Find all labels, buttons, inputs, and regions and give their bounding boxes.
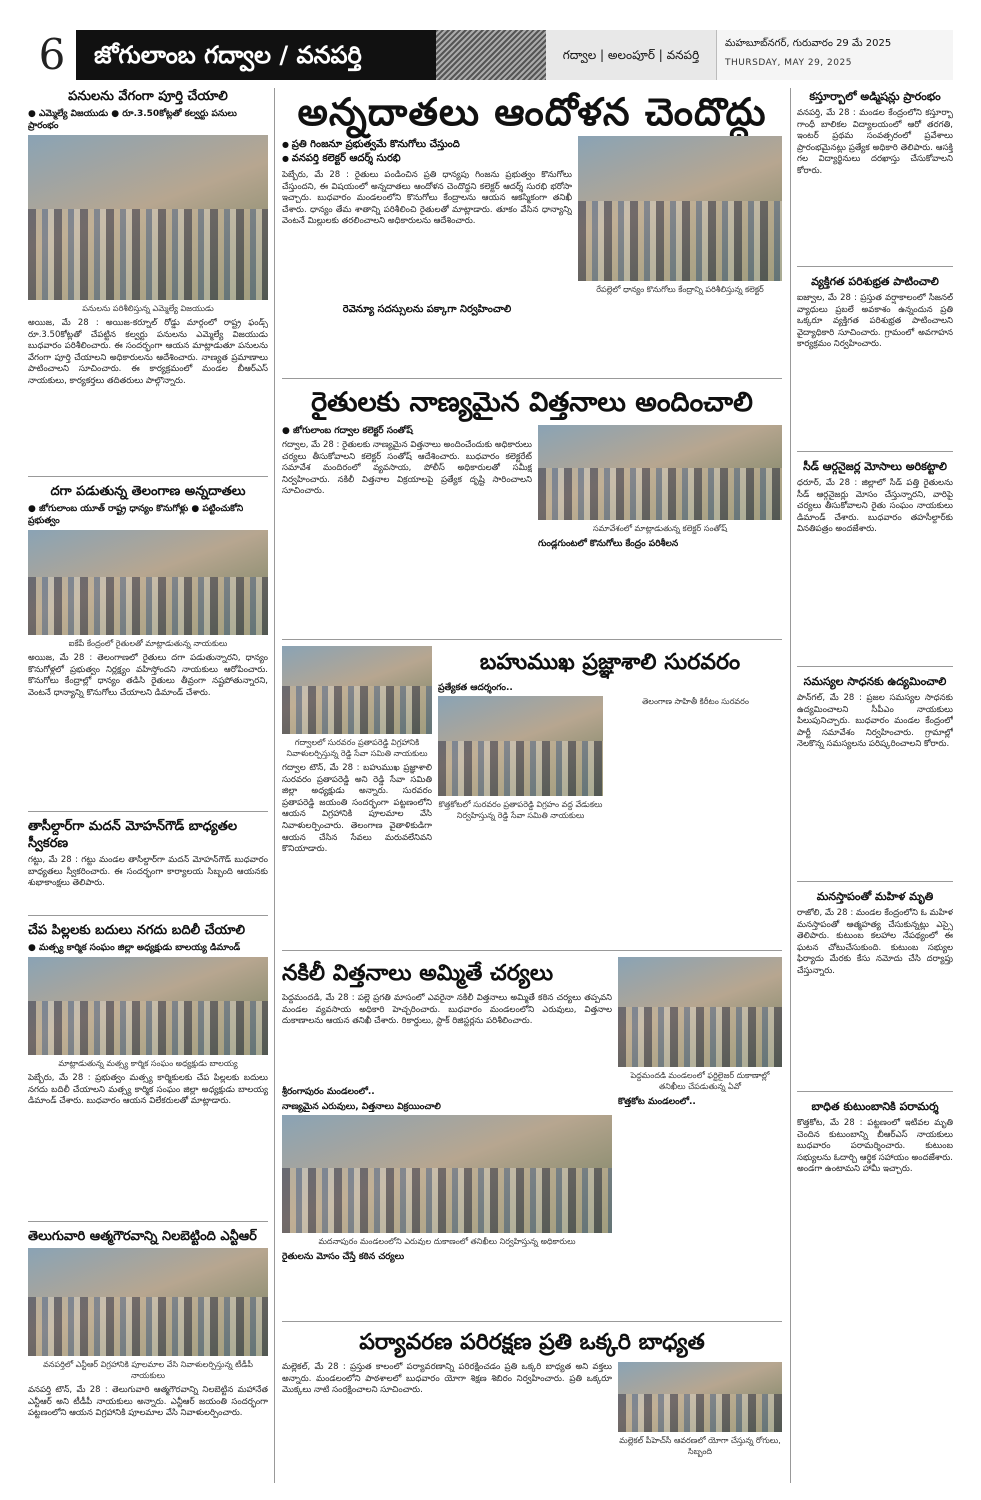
seeds-story (282, 425, 782, 635)
story-kicker: రైతులను మోసం చేస్తే కఠిన చర్యలు (282, 1252, 405, 1262)
story-body: ఐజ్వాల, మే 28 : ప్రస్తుత వర్షాకాలంలో సీజనల్ వ్యాధులు ప్రబలే అవకాశం ఉన్నందున ప్రతి ఒక్కరూ వ్యక్తిగత పరిశుభ్రత పాటించాలని వైద్యాధికారి సూచించారు. గ్రామంలో అవగాహన కార్యక్రమం నిర్వహించారు. (797, 293, 953, 350)
story-tahsildar (28, 818, 268, 907)
photo-caption: మదనాపురం మండలంలోని ఎరువుల దుకాణంలో తనిఖీలు నిర్వహిస్తున్న అధికారులు (318, 1237, 576, 1246)
seeds-headline: రైతులకు నాణ్యమైన విత్తనాలు అందించాలి (311, 387, 753, 418)
story-body: పెద్దమందడి, మే 28 : పల్లె ప్రగతి మాసంలో ఎవరైనా నకిలీ విత్తనాలు అమ్మితే కఠిన చర్యలు తప్పవని మండల వ్యవసాయ అధికారి హెచ్చరించారు. బుధవారం మండలంలోని ఎరువులు, విత్తనాల దుకాణాలను ఆయన తనిఖీ చేశారు. రికార్డులు, స్టాక్ రిజిస్టర్లను పరిశీలించారు. (282, 993, 612, 1027)
lead-story (282, 136, 782, 374)
story-family-visit (797, 1098, 953, 1278)
photo-caption: పనులను పరిశీలిస్తున్న ఎమ్మెల్యే విజయుడు (82, 304, 214, 313)
divider (797, 881, 953, 882)
environment-story (282, 1362, 782, 1472)
story-subhead: ● జోగులాంబ గద్వాల కలెక్టర్ సంతోష్ (282, 426, 413, 436)
story-headline: దగా పడుతున్న తెలంగాణ అన్నదాతలు (50, 484, 246, 499)
story-headline: మనస్తాపంతో మహిళ మృతి (816, 890, 934, 903)
divider (28, 811, 268, 812)
fake-seeds-headline: నకిలీ విత్తనాలు అమ్మితే చర్యలు (282, 961, 554, 986)
divider (797, 666, 953, 667)
lead-body: పెబ్బేరు, మే 28 : రైతులు పండించిన ప్రతి ధాన్యపు గింజను ప్రభుత్వం కొనుగోలు చేస్తుందని, ఈ విషయంలో అన్నదాతలు ఆందోళన చెందొద్దని కలెక్టర్ ఆదర్శ్ సురభి భరోసా ఇచ్చారు. బుధవారం మండలంలోని కొనుగోలు కేంద్రాలను ఆయన ఆకస్మికంగా తనిఖీ చేశారు. ధాన్యం తేమ శాతాన్ని పరిశీలించి రైతులతో మాట్లాడారు. తూకం వేసిన ధాన్యాన్ని వెంటనే మిల్లులకు తరలించాలని అధికారులను ఆదేశించారు. (282, 170, 572, 227)
story-photo (618, 1362, 782, 1432)
story-body: గద్వాల, మే 28 : రైతులకు నాణ్యమైన విత్తనాలు అందించేందుకు అధికారులు చర్యలు తీసుకోవాలని కలెక్టర్ సంతోష్ ఆదేశించారు. బుధవారం కలెక్టరేట్ సమావేశ మందిరంలో వ్యవసాయ, పోలీస్ అధికారులతో సమీక్ష నిర్వహించారు. నకిలీ విత్తనాల విక్రయాలపై ప్రత్యేక దృష్టి సారించాలని సూచించారు. (282, 440, 532, 497)
masthead-hatch-pattern (436, 30, 546, 80)
divider (282, 378, 782, 379)
story-hygiene (797, 273, 953, 443)
story-photo (282, 646, 432, 734)
district-list: గద్వాల | అలంపూర్ | వనపర్తి (546, 30, 716, 80)
photo-caption: రేపల్లెలో ధాన్యం కొనుగోలు కేంద్రాన్ని పరిశీలిస్తున్న కలెక్టర్ (596, 285, 764, 294)
suravaram-story (282, 646, 782, 946)
lead-headline: అన్నదాతలు ఆందోళన చెందొద్దు (297, 90, 767, 134)
story-body: పాన్‌గల్, మే 28 : ప్రజల సమస్యల సాధనకు ఉద్యమించాలని సీపీఎం నాయకులు పిలుపునిచ్చారు. బుధవారం మండల కేంద్రంలో పార్టీ సమావేశం నిర్వహించారు. గ్రామాల్లో నెలకొన్న సమస్యలను పరిష్కరించాలని కోరారు. (797, 693, 953, 750)
story-body: వనపర్తి టౌన్, మే 28 : తెలుగువారి ఆత్మగౌరవాన్ని నిలబెట్టిన మహానేత ఎన్టీఆర్ అని టీడీపీ నాయకులు అన్నారు. ఎన్టీఆర్ జయంతి సందర్భంగా పట్టణంలోని ఆయన విగ్రహానికి పూలమాల వేసి నివాళులర్పించారు. (28, 1385, 268, 1419)
suravaram-headline: బహుముఖ ప్రజ్ఞాశాలి సురవరం (479, 650, 741, 675)
masthead (28, 30, 953, 80)
photo-caption: పెద్దమందడి మండలంలో ఫర్టిలైజర్ దుకాణాల్లో తనిఖీలు చేపడుతున్న ఏవో (630, 1071, 770, 1091)
photo-caption: మాట్లాడుతున్న మత్స్య కార్మిక సంఘం అధ్యక్షుడు బాలయ్య (58, 1059, 238, 1068)
story-culvert-works (28, 88, 268, 468)
page-number: 6 (38, 30, 66, 79)
date-telugu: మహబూబ్‌నగర్, గురువారం 29 మే 2025 (725, 38, 892, 49)
story-kasturba (797, 88, 953, 258)
story-headline: తెలుగువారి ఆత్మగౌరవాన్ని నిలబెట్టింది ఎన్టీఆర్ (28, 1229, 257, 1244)
story-ntr-jayanthi (28, 1228, 268, 1483)
main-column (282, 88, 782, 1483)
right-column (790, 88, 953, 1483)
lead-bullet: ● వనపర్తి కలెక్టర్ ఆదర్శ్ సురభి (282, 152, 572, 166)
story-photo (28, 1248, 268, 1356)
left-column (28, 88, 275, 1483)
story-body: అయిజ, మే 28 : అయిజ-కర్నూల్ రోడ్డు మార్గంలో రాష్ట్ర ఫండ్స్ రూ.3.50కోట్లతో చేపట్టిన కల్వర్టు పనులను ఎమ్మెల్యే విజయుడు బుధవారం పరిశీలించారు. ఈ సందర్భంగా ఆయన మాట్లాడుతూ పనులను వేగంగా పూర్తి చేయాలని అధికారులను ఆదేశించారు. నాణ్యత ప్రమాణాలు పాటించాలని సూచించారు. ఈ కార్యక్రమంలో మండల బీఆర్ఎస్ నాయకులు, కార్యకర్తలు తదితరులు పాల్గొన్నారు. (28, 318, 268, 386)
story-body: వనపర్తి, మే 28 : మండల కేంద్రంలోని కస్తూర్బా గాంధీ బాలికల విద్యాలయంలో ఆరో తరగతి, ఇంటర్ ప్రథమ సంవత్సరంలో ప్రవేశాలు ప్రారంభమైనట్లు ప్రత్యేక అధికారి తెలిపారు. ఆసక్తి గల విద్యార్థినులు దరఖాస్తు చేసుకోవాలని కోరారు. (797, 108, 953, 176)
lead-photo (578, 136, 782, 281)
divider (28, 1221, 268, 1222)
story-headline: వ్యక్తిగత పరిశుభ్రత పాటించాలి (811, 275, 939, 288)
story-farmers-cheated (28, 483, 268, 803)
story-headline: పనులను వేగంగా పూర్తి చేయాలి (68, 89, 228, 104)
story-photo (28, 957, 268, 1055)
story-kicker: గుండ్లగుంటలో కొనుగోలు కేంద్రం పరిశీలన (538, 539, 679, 549)
date-box (716, 30, 953, 80)
story-headline: సీడ్ ఆర్గనైజర్ల మోసాలు అరికట్టాలి (803, 460, 947, 473)
story-kicker: కొత్తకోట మండలంలో.. (618, 1097, 696, 1107)
story-seed-organizers (797, 458, 953, 658)
story-kicker: ప్రత్యేకత ఆదర్శంగం.. (438, 683, 513, 693)
environment-headline: పర్యావరణ పరిరక్షణ ప్రతి ఒక్కరి బాధ్యత (359, 1330, 705, 1355)
story-photo (438, 696, 603, 796)
story-headline: తాసీల్దార్‌గా మదన్ మోహన్‌గౌడ్ బాధ్యతల స్వీకరణ (28, 819, 238, 851)
section-title: జోగులాంబ గద్వాల / వనపర్తి (76, 30, 436, 80)
divider (282, 950, 782, 951)
story-body: మల్లెకల్, మే 28 : ప్రస్తుత కాలంలో పర్యావరణాన్ని పరిరక్షించడం ప్రతి ఒక్కరి బాధ్యత అని వక్తలు అన్నారు. మండలంలోని పాఠశాలలో బుధవారం యోగా శిక్షణ శిబిరం నిర్వహించారు. ప్రతి ఒక్కరూ మొక్కలు నాటి సంరక్షించాలని సూచించారు. (282, 1362, 612, 1396)
divider (282, 639, 782, 640)
photo-caption: సమావేశంలో మాట్లాడుతున్న కలెక్టర్ సంతోష్ (592, 524, 728, 533)
story-headline: సమస్యల సాధనకు ఉద్యమించాలి (803, 675, 947, 688)
photo-caption: కొత్తకోటలో సురవరం ప్రతాపరెడ్డి విగ్రహం వద్ద వేడుకలు నిర్వహిస్తున్న రెడ్డి సేవా సమితి నాయకులు (438, 800, 603, 820)
story-photo (538, 425, 782, 520)
story-photo (618, 957, 782, 1067)
photo-caption: వనపర్తిలో ఎన్టీఆర్ విగ్రహానికి పూలమాల వేసి నివాళులర్పిస్తున్న టీడీపీ నాయకులు (43, 1360, 253, 1380)
story-body: అయిజ, మే 28 : తెలంగాణలో రైతులు దగా పడుతున్నారని, ధాన్యం కొనుగోళ్లలో ప్రభుత్వం నిర్లక్ష్యం వహిస్తోందని నాయకులు ఆరోపించారు. కొనుగోలు కేంద్రాల్లో ధాన్యం తడిసి రైతులు తీవ్రంగా నష్టపోతున్నారని, వెంటనే ధాన్యాన్ని కొనుగోలు చేయాలని డిమాండ్ చేశారు. (28, 653, 268, 698)
divider (28, 476, 268, 477)
story-headline: చేప పిల్లలకు బదులు నగదు బదిలీ చేయాలి (28, 923, 245, 938)
story-photo (28, 135, 268, 300)
story-photo (28, 530, 268, 635)
divider (797, 451, 953, 452)
story-kicker: నాణ్యమైన ఎరువులు, విత్తనాలు విక్రయించాలి (282, 1102, 441, 1112)
story-body: రాజోలి, మే 28 : మండల కేంద్రంలోని ఓ మహిళ మనస్తాపంతో ఆత్మహత్య చేసుకున్నట్లు ఎస్సై తెలిపారు. కుటుంబ కలహాల నేపథ్యంలో ఈ ఘటన చోటుచేసుకుంది. కుటుంబ సభ్యుల ఫిర్యాదు మేరకు కేసు నమోదు చేసి దర్యాప్తు చేస్తున్నారు. (797, 908, 953, 976)
date-english: THURSDAY, MAY 29, 2025 (725, 58, 852, 68)
story-body: ధరూర్, మే 28 : జిల్లాలో సీడ్ పత్తి రైతులను సీడ్ ఆర్గనైజర్లు మోసం చేస్తున్నారని, వారిపై చర్యలు తీసుకోవాలని రైతు సంఘం నాయకులు డిమాండ్ చేశారు. బుధవారం తహసీల్దార్‌కు వినతిపత్రం అందజేశారు. (797, 478, 953, 535)
divider (28, 915, 268, 916)
story-body: గట్టు, మే 28 : గట్టు మండల తాసీల్దార్‌గా మదన్ మోహన్‌గౌడ్ బుధవారం బాధ్యతలు స్వీకరించారు. ఈ సందర్భంగా కార్యాలయ సిబ్బంది ఆయనకు శుభాకాంక్షలు తెలిపారు. (28, 855, 268, 889)
lead-bullets (282, 138, 572, 166)
story-kicker: శ్రీరంగాపురం మండలంలో.. (282, 1087, 375, 1097)
fake-seeds-story (282, 957, 782, 1317)
story-fish-seedlings (28, 922, 268, 1213)
divider (797, 1091, 953, 1092)
story-photo (282, 1115, 612, 1233)
lead-inline-subhead: రెవెన్యూ సదస్సులను పక్కాగా నిర్వహించాలి (342, 304, 512, 315)
story-body: గద్వాల టౌన్, మే 28 : బహుముఖ ప్రజ్ఞాశాలి సురవరం ప్రతాపరెడ్డి అని రెడ్డి సేవా సమితి జిల్లా అధ్యక్షుడు అన్నారు. సురవరం ప్రతాపరెడ్డి జయంతి సందర్భంగా పట్టణంలోని ఆయన విగ్రహానికి పూలమాల వేసి నివాళులర్పించారు. తెలంగాణ వైతాళికుడిగా ఆయన చేసిన సేవలు మరువలేనివని కొనియాడారు. (282, 763, 432, 855)
divider (797, 266, 953, 267)
story-headline: కస్తూర్బాలో అడ్మిషన్లు ప్రారంభం (809, 90, 941, 103)
story-cpm-movement (797, 673, 953, 873)
lead-bullet: ● ప్రతి గింజనూ ప్రభుత్వమే కొనుగోలు చేస్తుంది (282, 138, 572, 152)
story-subhead: ● ఎమ్మెల్యే విజయుడు ● రూ.3.50కోట్లతో కల్వర్టు పనులు ప్రారంభం (28, 109, 237, 131)
photo-caption: ఐకేపీ కేంద్రంలో రైతులతో మాట్లాడుతున్న నాయకులు (68, 639, 228, 648)
story-body: కొత్తకోట, మే 28 : పట్టణంలో ఇటీవల మృతి చెందిన కుటుంబాన్ని బీఆర్ఎస్ నాయకులు బుధవారం పరామర్శించారు. కుటుంబ సభ్యులను ఓదార్చి ఆర్థిక సహాయం అందజేశారు. అండగా ఉంటామని హామీ ఇచ్చారు. (797, 1118, 953, 1175)
divider (282, 1321, 782, 1322)
story-body: పెబ్బేరు, మే 28 : ప్రభుత్వం మత్స్య కార్మికులకు చేప పిల్లలకు బదులు నగదు బదిలీ చేయాలని మత్స్య కార్మిక సంఘం జిల్లా అధ్యక్షుడు బాలయ్య డిమాండ్ చేశారు. బుధవారం ఆయన విలేకరులతో మాట్లాడారు. (28, 1073, 268, 1107)
story-woman-death (797, 888, 953, 1083)
story-subhead: ● జోగులాంబ యూత్ రాష్ట్ర ధాన్యం కొనుగోళ్లు ● పట్టించుకోని ప్రభుత్వం (28, 504, 244, 526)
story-subhead: ● మత్స్య కార్మిక సంఘం జిల్లా అధ్యక్షుడు బాలయ్య డిమాండ్ (28, 943, 241, 953)
photo-caption: తెలంగాణ సాహితీ కిరీటం సురవరం (642, 697, 749, 706)
story-headline: బాధిత కుటుంబానికి పరామర్శ (811, 1100, 939, 1113)
photo-caption: మల్లెకల్ పీహెచ్‌సీ ఆవరణలో యోగా చేస్తున్న రోగులు, సిబ్బంది (619, 1436, 781, 1456)
photo-caption: గద్వాలలో సురవరం ప్రతాపరెడ్డి విగ్రహానికి నివాళులర్పిస్తున్న రెడ్డి సేవా సమితి నాయకులు (286, 738, 428, 758)
